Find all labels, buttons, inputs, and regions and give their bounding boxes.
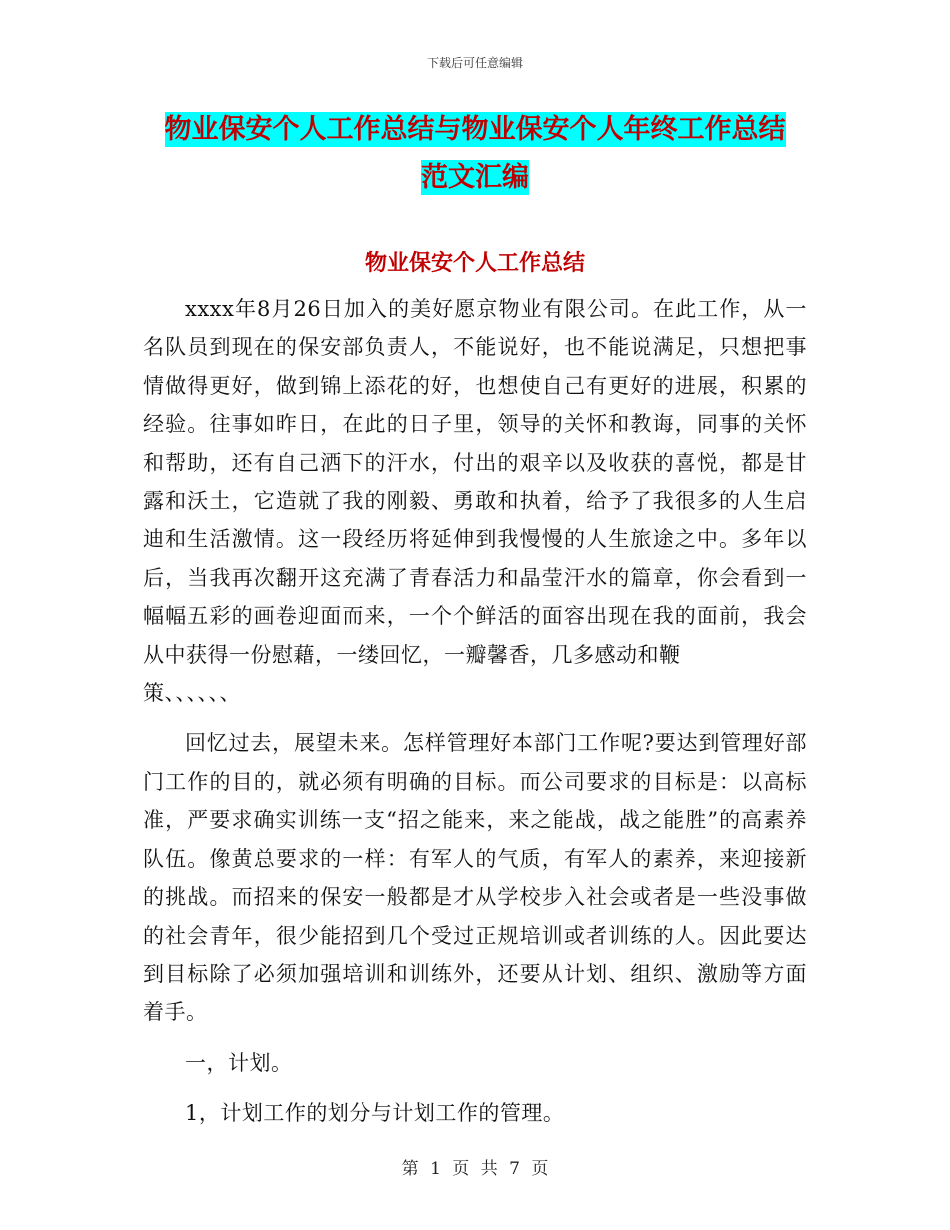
body-text [143,290,807,1133]
paragraph-heading-plan: 一，计划。 [185,1050,293,1075]
page-number-footer: 第 1 页 共 7 页 [401,1159,549,1179]
paragraph-subheading-plan: 1，计划工作的划分与计划工作的管理。 [185,1101,565,1126]
paragraph-intro-continuation: 策、、、、、、 [143,681,241,706]
section-title: 物业保安个人工作总结 [364,251,585,276]
document-title-line-2: 范文汇编 [421,162,529,193]
paragraph-intro: xxxx年8月26日加入的美好愿京物业有限公司。在此工作，从一名队员到现在的保安部负责人，不能说好，也不能说满足，只想把事情做得更好，做到锦上添花的好，也想使自己有更好的进展，积累的经验。往事如昨日，在此的日子里，领导的关怀和教诲，同事的关怀和帮助，还有自己洒下的汗水，付出的艰辛以及收获的喜悦，都是甘露和沃土，它造就了我的刚毅、勇敢和执着，给予了我很多的人生启迪和生活激情。这一段经历将延伸到我慢慢的人生旅途之中。多年以后，当我再次翻开这充满了青春活力和晶莹汗水的篇章，你会看到一幅幅五彩的画卷迎面而来，一个个鲜活的面容出现在我的面前，我会从中获得一份慰藉，一缕回忆，一瓣馨香，几多感动和鞭 [143,297,807,667]
header-note: 下载后可任意编辑 [426,56,523,70]
document-title-line-1: 物业保安个人工作总结与物业保安个人年终工作总结 [164,114,786,145]
paragraph-goals: 回忆过去，展望未来。怎样管理好本部门工作呢?要达到管理好部门工作的目的，就必须有明确的目标。而公司要求的目标是：以高标准，严要求确实训练一支“招之能来，来之能战，战之能胜”的高素养队伍。像黄总要求的一样：有军人的气质，有军人的素养，来迎接新的挑战。而招来的保安一般都是才从学校步入社会或者是一些没事做的社会青年，很少能招到几个受过正规培训或者训练的人。因此要达到目标除了必须加强培训和训练外，还要从计划、组织、激励等方面着手。 [143,731,807,1025]
document-title [100,106,850,202]
